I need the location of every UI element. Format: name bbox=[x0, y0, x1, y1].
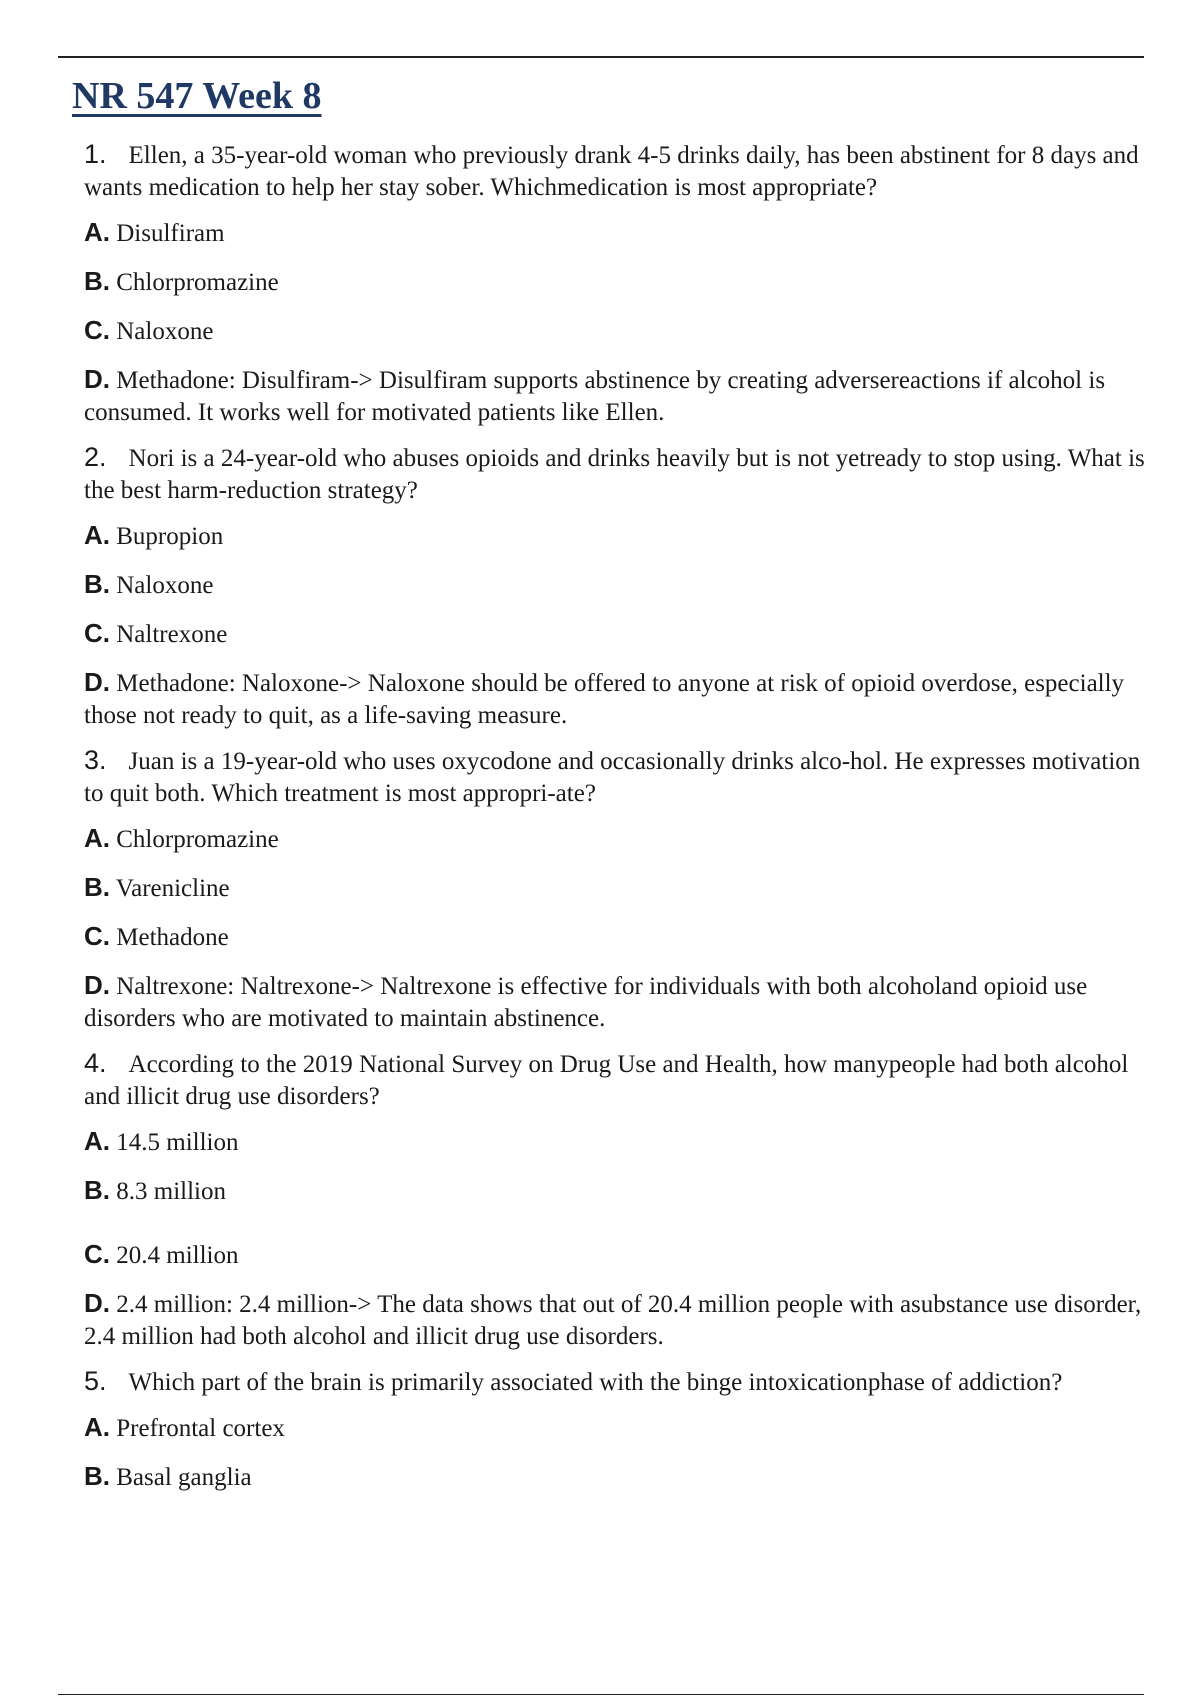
question-text: 2. Nori is a 24-year-old who abuses opioids and drinks heavily but is not yetready to stop using. What is the best harm-reduction strategy? bbox=[84, 442, 1145, 504]
document-body bbox=[72, 70, 1158, 1509]
page-title: NR 547 Week 8 bbox=[72, 75, 322, 117]
option-b: B. Basal ganglia bbox=[84, 1461, 252, 1491]
option-c: C. Methadone bbox=[84, 921, 229, 951]
question-5 bbox=[72, 1365, 1158, 1494]
option-a: A. Bupropion bbox=[84, 520, 224, 550]
option-b: B. Naloxone bbox=[84, 569, 214, 599]
option-d-answer: D. Methadone: Disulfiram-> Disulfiram supports abstinence by creating adversereactions if alcohol is consumed. It works well for motivated patients like Ellen. bbox=[84, 364, 1106, 426]
top-rule bbox=[58, 56, 1144, 58]
option-c: C. Naltrexone bbox=[84, 618, 228, 648]
question-3 bbox=[72, 744, 1158, 1035]
question-text: 1. Ellen, a 35-year-old woman who previously drank 4-5 drinks daily, has been abstinent for 8 days and wants medication to help her stay sober. Whichmedication is most appropriate? bbox=[84, 139, 1139, 201]
option-b: B. Varenicline bbox=[84, 872, 230, 902]
option-a: A. Prefrontal cortex bbox=[84, 1412, 285, 1442]
option-b: B. 8.3 million bbox=[84, 1175, 226, 1205]
option-d-answer: D. Naltrexone: Naltrexone-> Naltrexone is effective for individuals with both alcoholand opioid use disorders who are motivated to maintain abstinence. bbox=[84, 970, 1088, 1032]
question-text: 5. Which part of the brain is primarily associated with the binge intoxicationphase of addiction? bbox=[84, 1366, 1063, 1396]
question-4 bbox=[72, 1047, 1158, 1353]
option-d-answer: D. 2.4 million: 2.4 million-> The data shows that out of 20.4 million people with asubstance use disorder, 2.4 million had both alcohol and illicit drug use disorders. bbox=[84, 1288, 1142, 1350]
option-a: A. Disulfiram bbox=[84, 217, 225, 247]
question-text: 3. Juan is a 19-year-old who uses oxycodone and occasionally drinks alco-hol. He expresses motivation to quit both. Which treatment is most appropri-ate? bbox=[84, 745, 1141, 807]
option-d-answer: D. Methadone: Naloxone-> Naloxone should be offered to anyone at risk of opioid overdose, especially those not ready to quit, as a life-saving measure. bbox=[84, 667, 1125, 729]
option-a: A. 14.5 million bbox=[84, 1126, 239, 1156]
option-c: C. 20.4 million bbox=[84, 1239, 239, 1269]
bottom-rule bbox=[58, 1694, 1144, 1695]
question-text: 4. According to the 2019 National Survey on Drug Use and Health, how manypeople had both alcohol and illicit drug use disorders? bbox=[84, 1048, 1129, 1110]
option-b: B. Chlorpromazine bbox=[84, 266, 279, 296]
option-c: C. Naloxone bbox=[84, 315, 214, 345]
question-1 bbox=[72, 138, 1158, 429]
question-2 bbox=[72, 441, 1158, 732]
option-a: A. Chlorpromazine bbox=[84, 823, 279, 853]
